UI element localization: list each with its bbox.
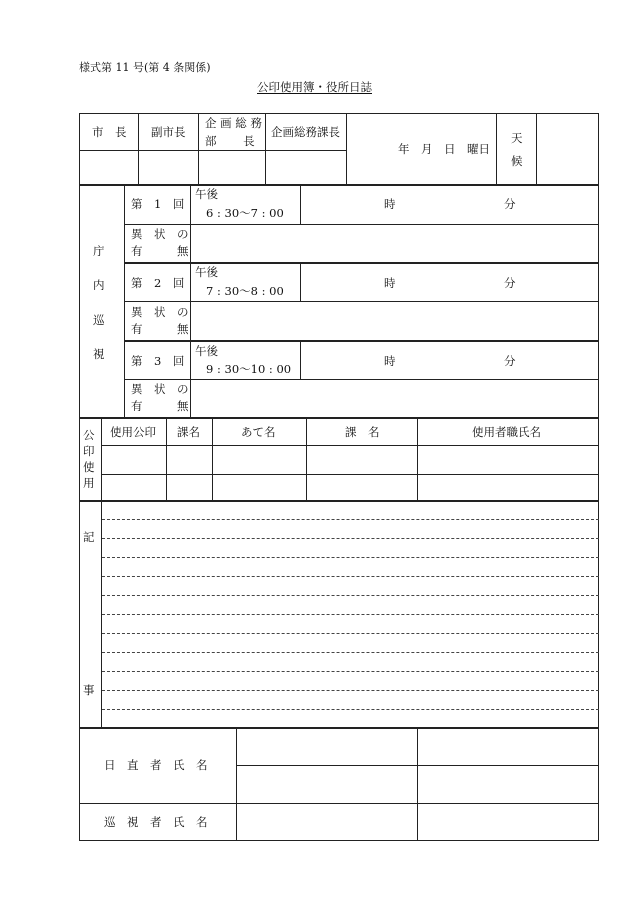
form-table (79, 113, 599, 841)
notes-line (102, 652, 599, 653)
round-3-anomaly-1: 異 状 の (131, 382, 189, 396)
form-number: 様式第 11 号(第 4 条関係) (79, 61, 211, 74)
seal-side-3: 使 (83, 460, 95, 474)
round-2-anomaly-1: 異 状 の (131, 305, 189, 319)
patrol-officer-label: 巡 視 者 氏 名 (104, 815, 208, 829)
round-2-pm: 午後 (195, 265, 218, 279)
round-1-anomaly-1: 異 状 の (131, 227, 189, 241)
page-title: 公印使用簿・役所日誌 (257, 80, 372, 94)
vice-mayor-label: 副市長 (151, 125, 186, 139)
round-3-time: 9 : 30～10 : 00 (206, 362, 292, 376)
notes-line (102, 519, 599, 520)
seal-header-seal: 使用公印 (110, 425, 156, 439)
notes-side-bottom: 事 (83, 683, 95, 697)
seal-header-addressee: あて名 (241, 425, 276, 439)
round-1-label: 第 1 回 (131, 197, 185, 211)
patrol-side-3: 巡 (93, 313, 105, 327)
notes-line (102, 614, 599, 615)
round-2-hour: 時 (384, 276, 396, 290)
patrol-side-2: 内 (93, 278, 105, 292)
dept-head-label-1: 企 画 総 務 (205, 116, 262, 130)
round-1-hour: 時 (384, 197, 396, 211)
patrol-side-4: 視 (93, 347, 105, 361)
round-3-label: 第 3 回 (131, 354, 185, 368)
round-2-time: 7 : 30～8 : 00 (206, 284, 284, 298)
seal-side-4: 用 (83, 476, 95, 490)
duty-officer-label: 日 直 者 氏 名 (104, 758, 208, 772)
round-1-time: 6 : 30～7 : 00 (206, 206, 284, 220)
notes-line (102, 538, 599, 539)
notes-line (102, 709, 599, 710)
seal-header-section-2: 課 名 (345, 425, 380, 439)
section-chief-label: 企画総務課長 (271, 125, 340, 139)
round-2-label: 第 2 回 (131, 276, 185, 290)
seal-header-user: 使用者職氏名 (472, 425, 541, 439)
notes-line (102, 576, 599, 577)
patrol-side-1: 庁 (93, 244, 105, 258)
dept-head-label-2: 部 長 (205, 134, 255, 148)
round-2-anomaly-2: 有 無 (131, 322, 189, 336)
round-3-anomaly-2: 有 無 (131, 399, 189, 413)
seal-side-1: 公 (83, 428, 95, 442)
seal-side-2: 印 (83, 444, 95, 458)
mayor-label: 市 長 (92, 125, 127, 139)
round-3-pm: 午後 (195, 344, 218, 358)
round-3-hour: 時 (384, 354, 396, 368)
notes-side-top: 記 (83, 530, 95, 544)
round-1-pm: 午後 (195, 187, 218, 201)
round-1-minute: 分 (504, 197, 516, 211)
notes-line (102, 690, 599, 691)
weather-label-2: 候 (511, 154, 523, 168)
notes-line (102, 557, 599, 558)
weather-label-1: 天 (511, 131, 523, 145)
round-2-minute: 分 (504, 276, 516, 290)
round-1-anomaly-2: 有 無 (131, 244, 189, 258)
round-3-minute: 分 (504, 354, 516, 368)
notes-line (102, 633, 599, 634)
notes-line (102, 595, 599, 596)
seal-header-section: 課名 (177, 425, 200, 439)
notes-line (102, 671, 599, 672)
date-label: 年 月 日 曜日 (398, 142, 490, 156)
